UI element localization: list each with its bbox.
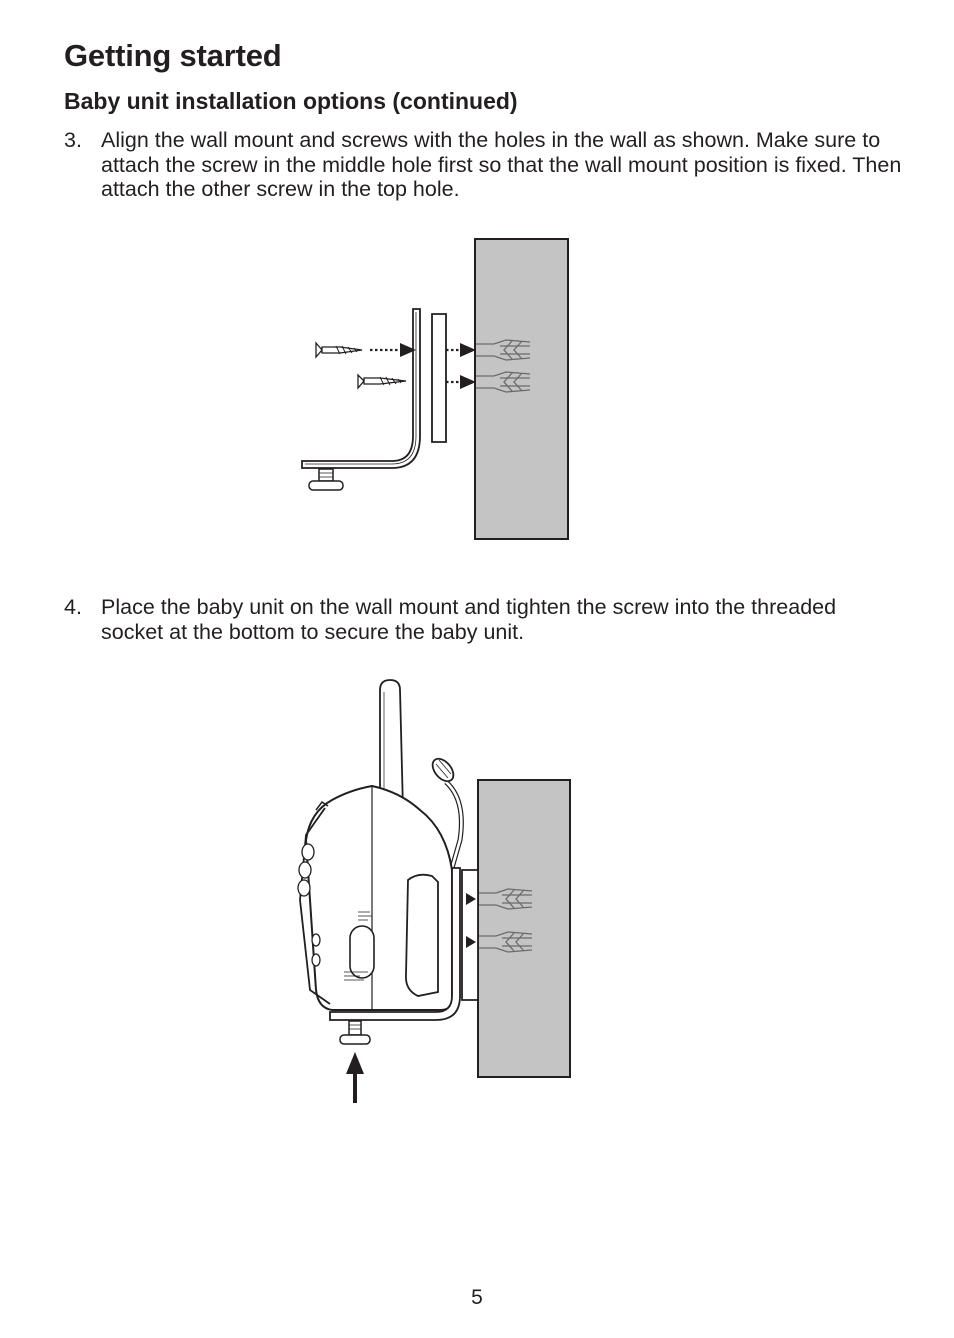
rear-housing <box>406 875 438 996</box>
side-switch <box>350 926 374 978</box>
step-text: Place the baby unit on the wall mount and tighten the screw into the threaded socket at the bottom to secure the baby unit. <box>101 595 837 644</box>
section-title: Baby unit installation options (continued) <box>64 88 518 114</box>
step-number: 4. <box>64 595 82 619</box>
page-number: 5 <box>471 1286 483 1309</box>
step-number: 3. <box>64 128 82 152</box>
microphone-head <box>429 755 458 785</box>
wall-mount-screws-illustration <box>290 232 590 550</box>
step-4 <box>64 595 904 644</box>
wall <box>475 239 568 539</box>
mount-bracket <box>302 309 420 468</box>
thumb-screw <box>309 469 343 490</box>
page-title: Getting started <box>64 38 282 73</box>
mount-plate <box>432 314 446 442</box>
step-text: Align the wall mount and screws with the holes in the wall as shown. Make sure to attach the screw in the middle hole first so that the wall mount position is fixed. Then attach the other screw in the top hole. <box>101 128 902 201</box>
thumb-screw <box>340 1021 370 1044</box>
up-arrow-icon <box>346 1052 364 1103</box>
wall <box>478 780 570 1077</box>
screw-top <box>316 343 362 357</box>
baby-unit-on-mount-illustration <box>285 672 590 1112</box>
screw-middle <box>358 375 406 388</box>
mount-plate <box>462 870 478 1000</box>
step-3 <box>64 128 904 202</box>
